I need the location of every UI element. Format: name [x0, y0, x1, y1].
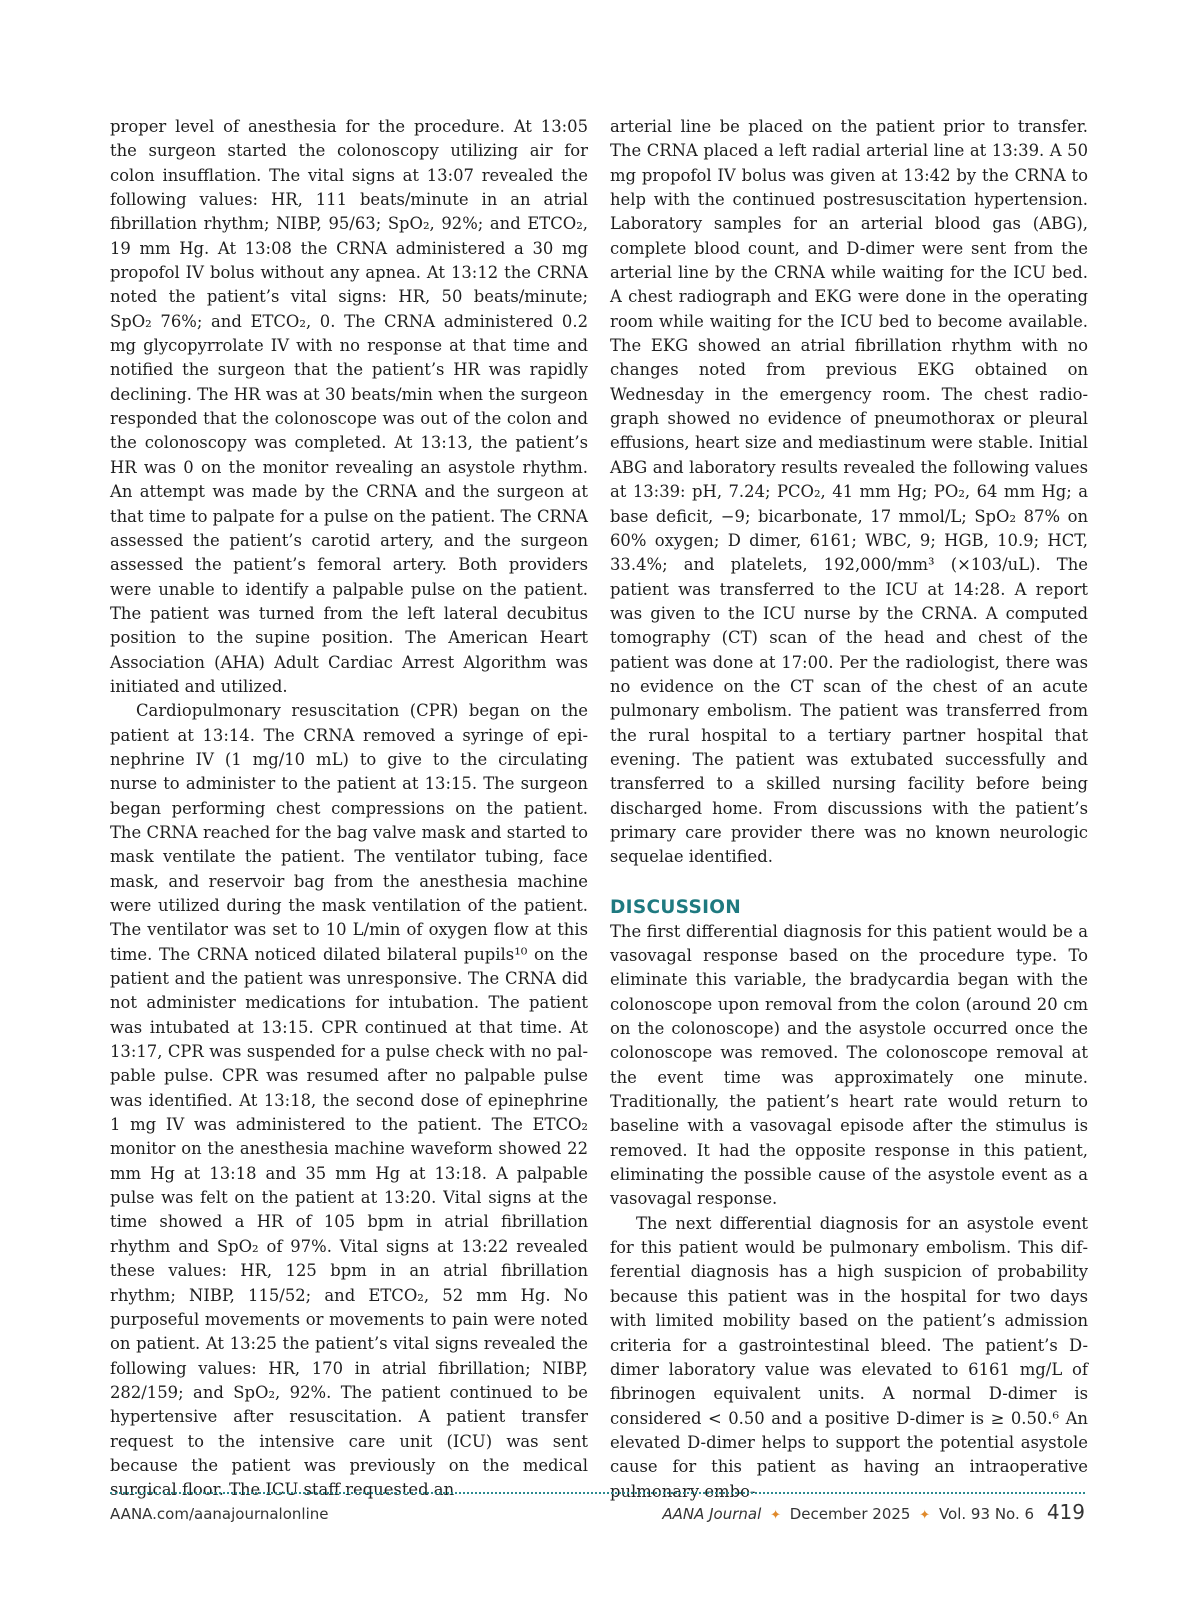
diamond-separator-icon: ✦: [919, 1508, 931, 1523]
footer-page-number: 419: [1046, 1500, 1085, 1524]
footer-journal-name: AANA Journal: [662, 1505, 762, 1523]
footer-volume: Vol. 93: [938, 1505, 991, 1523]
footer-issue: No. 6: [994, 1505, 1035, 1523]
footer-date: December 2025: [789, 1505, 911, 1523]
right-column: [610, 115, 1088, 1504]
page-footer: [110, 1500, 1085, 1530]
footer-citation: [662, 1500, 1085, 1524]
paragraph-vasovagal: The first differential diagnosis for this patient would be a vasovagal response based on the procedure type. To eliminate this variable, the bradycardia began with the colonoscope upon removal from the colon (around 20 cm on the colonoscope) and the asystole occurred once the colonoscope was removed. The colonoscope removal at the event time was approximately one minute. Traditionally, the patient’s heart rate would return to baseline with a vasovagal episode after the stimulus is removed. It had the opposite response in this patient, eliminating the possible cause of the asystole event as a vasovagal response.: [610, 921, 1088, 1209]
footer-divider: [110, 1492, 1085, 1494]
paragraph-case-vitals: proper level of anesthesia for the procedure. At 13:05 the surgeon started the colonoscopy utilizing air for colon insufflation. The vital signs at 13:07 revealed the following values: HR, 111 beats/minute in an atrial fibrillation rhythm; NIBP, 95/63; SpO₂, 92%; and ETCO₂, 19 mm Hg. At 13:08 the CRNA administered a 30 mg propofol IV bolus without any apnea. At 13:12 the CRNA noted the patient’s vital signs: HR, 50 beats/minute; SpO₂ 76%; and ETCO₂, 0. The CRNA administered 0.2 mg glycopyrrolate IV with no response at that time and notified the surgeon that the patient’s HR was rapidly declining. The HR was at 30 beats/min when the surgeon responded that the colonoscope was out of the colon and the colonoscopy was completed. At 13:13, the patient’s HR was 0 on the monitor revealing an asystole rhythm. An attempt was made by the CRNA and the surgeon at that time to palpate for a pulse on the patient. The CRNA assessed the patient’s carotid artery, and the surgeon assessed the patient’s femoral artery. Both providers were unable to identify a palpable pulse on the patient. The patient was turned from the left lateral decubitus position to the supine position. The American Heart Association (AHA) Adult Cardiac Arrest Algorithm was initiated and utilized.: [110, 117, 589, 696]
section-heading-discussion: DISCUSSION: [610, 896, 742, 918]
paragraph-postresuscitation: arterial line be placed on the patient prior to transfer. The CRNA placed a left radial arterial line at 13:39. A 50 mg propofol IV bolus was given at 13:42 by the CRNA to help with the continued postresuscitation hypertension. Laboratory samples for an arterial blood gas (ABG), complete blood count, and D-dimer were sent from the arterial line by the CRNA while waiting for the ICU bed. A chest radiograph and EKG were done in the operating room while waiting for the ICU bed to become available. The EKG showed an atrial fibrillation rhythm with no changes noted from previous EKG obtained on Wednesday in the emergency room. The chest radiograph showed no evidence of pneumothorax or pleural effusions, heart size and mediastinum were stable. Initial ABG and laboratory results revealed the following values at 13:39: pH, 7.24; PCO₂, 41 mm Hg; PO₂, 64 mm Hg; a base deficit, −9; bicarbonate, 17 mmol/L; SpO₂ 87% on 60% oxygen; D dimer, 6161; WBC, 9; HGB, 10.9; HCT, 33.4%; and platelets, 192,000/mm³ (×103/uL). The patient was transferred to the ICU at 14:28. A report was given to the ICU nurse by the CRNA. A computed tomography (CT) scan of the head and chest of the patient was done at 17:00. Per the radiologist, there was no evidence on the CT scan of the chest of an acute pulmonary embolism. The patient was transferred from the rural hospital to a tertiary partner hospital that evening. The patient was extubated successfully and transferred to a skilled nursing facility before being discharged home. From discussions with the patient’s primary care provider there was no known neurologic sequelae identified.: [610, 117, 1088, 867]
footer-website-link[interactable]: AANA.com/aanajournalonline: [110, 1505, 329, 1523]
left-column: [110, 115, 588, 1503]
paragraph-pulmonary-embolism: The next differential diagnosis for an asystole event for this patient would be pulmonary embolism. This differential diagnosis has a high suspicion of probability because this patient was in the hospital for two days with limited mobility based on the patient’s admission criteria for a gastrointestinal bleed. The patient’s D-dimer laboratory value was elevated to 6161 mg/L of fibrinogen equivalent units. A normal D-dimer is considered < 0.50 and a positive D-dimer is ≥ 0.50.⁶ An elevated D-dimer helps to support the potential asystole cause for this patient as having an intraoperative pulmonary embo-: [610, 1213, 1088, 1501]
diamond-separator-icon: ✦: [770, 1508, 781, 1523]
paragraph-cpr: Cardiopulmonary resuscitation (CPR) began on the patient at 13:14. The CRNA removed a syringe of epinephrine IV (1 mg/10 mL) to give to the circulating nurse to administer to the patient at 13:15. The surgeon began performing chest compressions on the patient. The CRNA reached for the bag valve mask and started to mask ventilate the patient. The ventilator tubing, face mask, and reservoir bag from the anesthesia machine were utilized during the mask ventilation of the patient. The ventilator was set to 10 L/min of oxygen flow at this time. The CRNA noticed dilated bilateral pupils¹⁰ on the patient and the patient was unresponsive. The CRNA did not administer medications for intubation. The patient was intubated at 13:15. CPR continued at that time. At 13:17, CPR was suspended for a pulse check with no palpable pulse. CPR was resumed after no palpable pulse was identified. At 13:18, the second dose of epinephrine 1 mg IV was administered to the patient. The ETCO₂ monitor on the anesthesia machine waveform showed 22 mm Hg at 13:18 and 35 mm Hg at 13:18. A palpable pulse was felt on the patient at 13:20. Vital signs at the time showed a HR of 105 bpm in atrial fibrillation rhythm and SpO₂ of 97%. Vital signs at 13:22 revealed these values: HR, 125 bpm in an atrial fibrillation rhythm; NIBP, 115/52; and ETCO₂, 52 mm Hg. No purposeful movements or movements to pain were noted on patient. At 13:25 the patient’s vital signs revealed the following values: HR, 170 in atrial fibrillation; NIBP, 282/159; and SpO₂, 92%. The patient continued to be hypertensive after resuscitation. A patient transfer request to the intensive care unit (ICU) was sent because the patient was previously on the medical surgical floor. The ICU staff requested an: [110, 701, 588, 1500]
